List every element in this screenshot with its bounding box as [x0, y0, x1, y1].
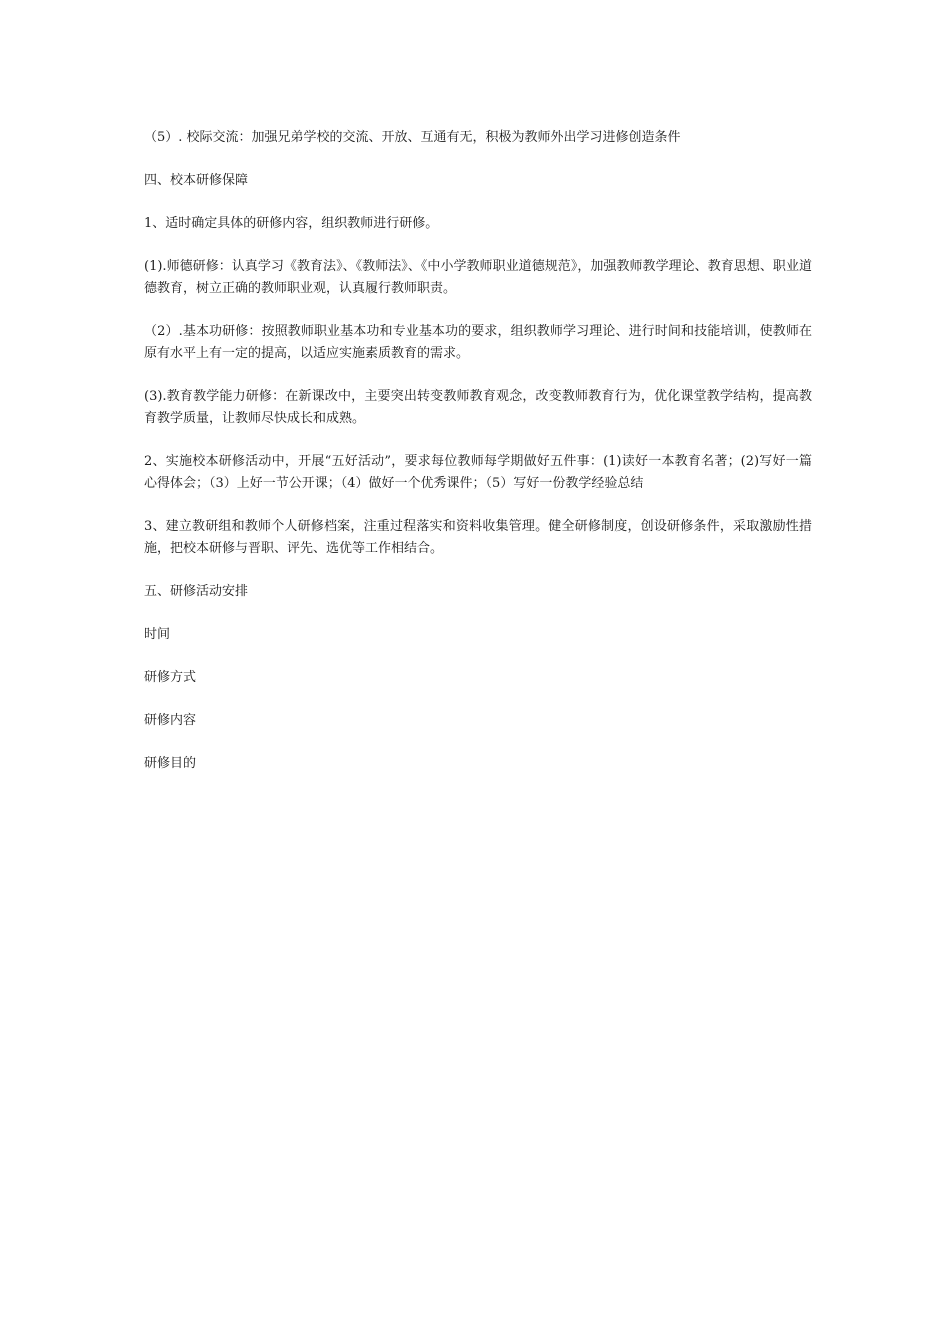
heading-section-five: 五、研修活动安排 [144, 584, 249, 599]
paragraph-item-3: 3、建立教研组和教师个人研修档案，注重过程落实和资料收集管理。健全研修制度，创设研修条件，采取激励性措施，把校本研修与晋职、评先、选优等工作相结合。 [144, 519, 812, 556]
paragraph-ethics-training: (1).师德研修：认真学习《教育法》、《教师法》、《中小学教师职业道德规范》，加强教师教学理论、教育思想、职业道德教育，树立正确的教师职业观，认真履行教师职责。 [144, 259, 812, 296]
heading-section-four: 四、校本研修保障 [144, 173, 249, 188]
paragraph-item-1: 1、适时确定具体的研修内容，组织教师进行研修。 [144, 216, 439, 231]
document-body [144, 127, 812, 796]
paragraph-basic-skills: （2）.基本功研修：按照教师职业基本功和专业基本功的要求，组织教师学习理论、进行时间和技能培训，使教师在原有水平上有一定的提高，以适应实施素质教育的需求。 [144, 324, 812, 361]
label-time: 时间 [144, 627, 171, 642]
paragraph-item-2: 2、实施校本研修活动中，开展“五好活动”，要求每位教师每学期做好五件事：(1)读好一本教育名著；(2)写好一篇心得体会；（3）上好一节公开课；（4）做好一个优秀课件；（5）写好一份教学经验总结 [144, 454, 812, 491]
label-method: 研修方式 [144, 670, 197, 685]
paragraph-school-exchange: （5）. 校际交流：加强兄弟学校的交流、开放、互通有无，积极为教师外出学习进修创造条件 [144, 130, 681, 145]
label-content: 研修内容 [144, 713, 197, 728]
label-purpose: 研修目的 [144, 756, 197, 771]
paragraph-teaching-ability: (3).教育教学能力研修：在新课改中，主要突出转变教师教育观念，改变教师教育行为，优化课堂教学结构，提高教育教学质量，让教师尽快成长和成熟。 [144, 389, 812, 426]
